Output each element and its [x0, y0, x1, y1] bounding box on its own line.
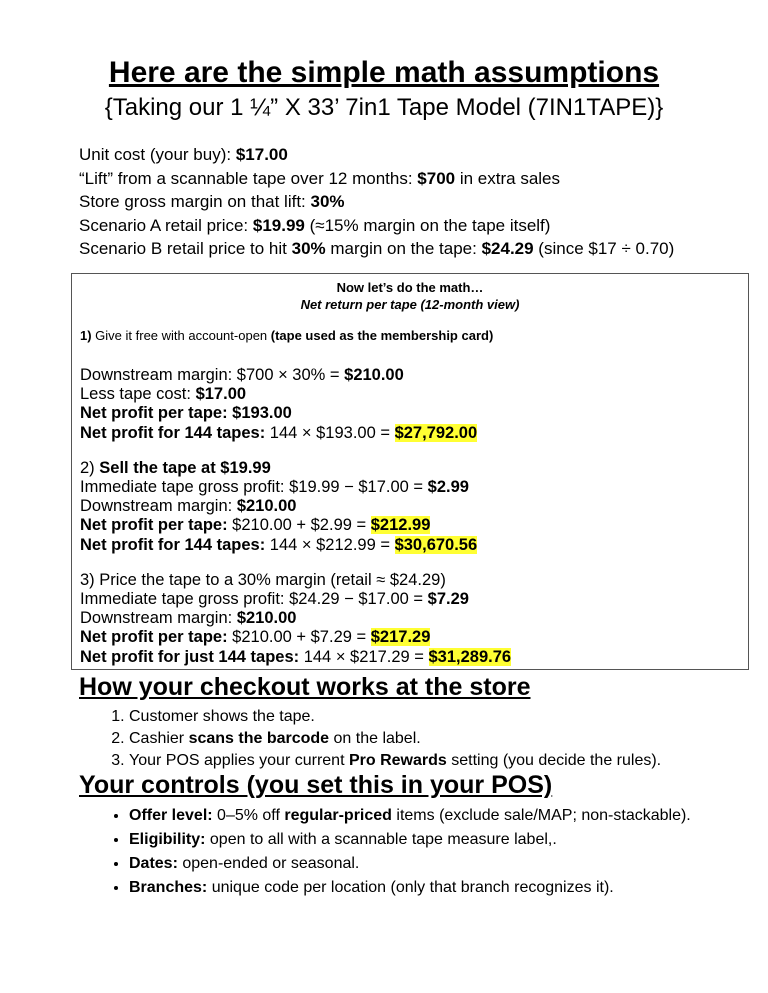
assumption-scenario-b: Scenario B retail price to hit 30% margin on the tape: $24.29 (since $17 ÷ 0.70) — [79, 239, 675, 258]
checkout-heading: How your checkout works at the store — [79, 673, 531, 701]
s3-downstream: Downstream margin: $210.00 — [80, 609, 297, 628]
checkout-step: 1. Customer shows the tape. — [129, 706, 661, 728]
highlight-value: $212.99 — [370, 516, 431, 535]
math-box — [71, 273, 749, 670]
s1-less-cost: Less tape cost: $17.00 — [80, 385, 247, 404]
page-title: Here are the simple math assumptions — [108, 56, 660, 89]
s1-downstream: Downstream margin: $700 × 30% = $210.00 — [80, 366, 404, 384]
s2-immediate: Immediate tape gross profit: $19.99 − $17.00 = $2.99 — [80, 478, 469, 497]
assumption-margin: Store gross margin on that lift: 30% — [79, 192, 345, 211]
highlight-value: $27,792.00 — [394, 423, 478, 442]
s1-net-per-tape: Net profit per tape: $193.00 — [80, 404, 292, 423]
assumption-unit-cost: Unit cost (your buy): $17.00 — [79, 145, 288, 164]
control-item-branches: • Branches: unique code per location (only that branch recognizes it). — [129, 876, 691, 900]
scenario-2-block — [80, 459, 748, 555]
math-box-heading: Now let’s do the math… — [336, 280, 484, 295]
s3-immediate: Immediate tape gross profit: $24.29 − $17.00 = $7.29 — [80, 590, 469, 609]
checkout-steps — [105, 706, 661, 772]
highlight-value: $217.29 — [370, 628, 431, 647]
math-box-subheading: Net return per tape (12-month view) — [300, 297, 520, 312]
s1-net-144: Net profit for 144 tapes: 144 × $193.00 = $27,792.00 — [80, 423, 478, 442]
controls-heading: Your controls (you set this in your POS) — [79, 771, 553, 799]
s3-net-per-tape: Net profit per tape: $210.00 + $7.29 = $217.29 — [80, 628, 431, 647]
control-item-offer: • Offer level: 0–5% off regular-priced items (exclude sale/MAP; non-stackable). — [129, 804, 691, 828]
assumption-lift: “Lift” from a scannable tape over 12 months: $700 in extra sales — [79, 168, 561, 188]
controls-list — [105, 804, 691, 900]
scenario-3-block — [80, 571, 748, 667]
highlight-value: $30,670.56 — [394, 535, 478, 554]
page-subtitle: {Taking our 1 ¼” X 33’ 7in1 Tape Model (7IN1TAPE)} — [104, 94, 664, 121]
s3-heading: 3) Price the tape to a 30% margin (retail ≈ $24.29) — [80, 570, 446, 589]
control-item-dates: • Dates: open-ended or seasonal. — [129, 852, 691, 876]
scenario-1-block — [80, 366, 748, 443]
assumptions-list — [79, 143, 674, 261]
control-item-eligibility: • Eligibility: open to all with a scannable tape measure label,. — [129, 828, 691, 852]
s2-net-per-tape: Net profit per tape: $210.00 + $2.99 = $212.99 — [80, 516, 431, 535]
checkout-step: 3. Your POS applies your current Pro Rewards setting (you decide the rules). — [129, 750, 661, 772]
scenario-1-intro: 1) Give it free with account-open (tape used as the membership card) — [80, 328, 494, 343]
s2-net-144: Net profit for 144 tapes: 144 × $212.99 = $30,670.56 — [80, 535, 478, 554]
s3-net-144: Net profit for just 144 tapes: 144 × $217.29 = $31,289.76 — [80, 647, 512, 666]
highlight-value: $31,289.76 — [428, 647, 512, 666]
checkout-step: 2. Cashier scans the barcode on the label. — [129, 728, 661, 750]
assumption-scenario-a: Scenario A retail price: $19.99 (≈15% margin on the tape itself) — [79, 215, 551, 235]
s2-heading: 2) Sell the tape at $19.99 — [80, 458, 271, 477]
s2-downstream: Downstream margin: $210.00 — [80, 497, 297, 516]
